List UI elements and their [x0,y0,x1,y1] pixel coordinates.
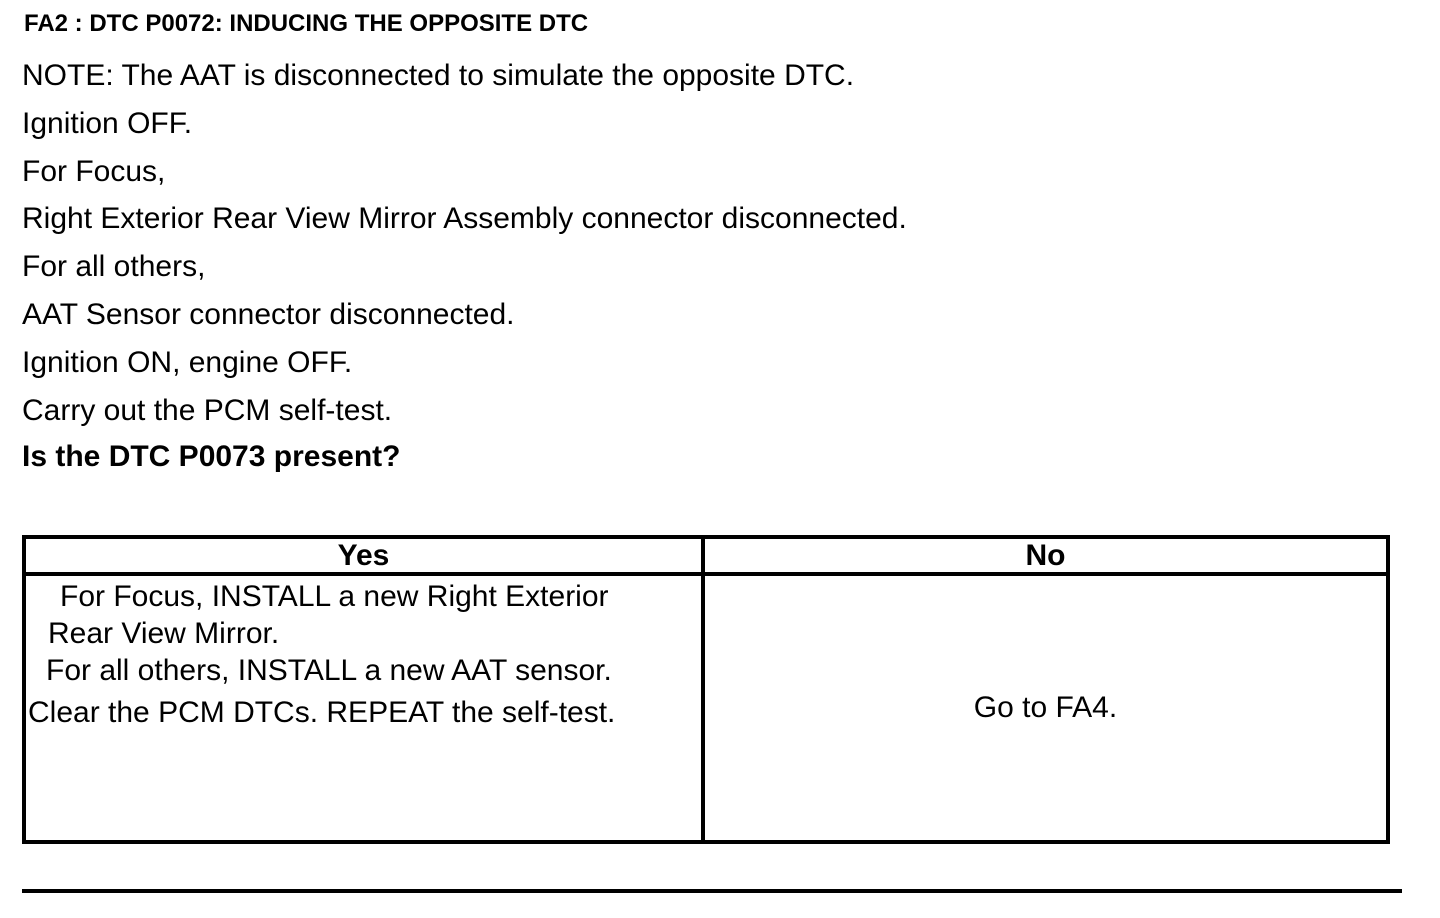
yes-action-line: For all others, INSTALL a new AAT sensor. [46,654,612,687]
no-action-cell [705,576,1386,840]
no-column-header: No [705,539,1386,576]
page-title: FA2 : DTC P0072: INDUCING THE OPPOSITE DTC [24,10,589,37]
yes-action-line: For Focus, INSTALL a new Right Exterior [60,580,609,613]
test-question: Is the DTC P0073 present? [22,440,401,473]
yes-column-header: Yes [26,539,705,576]
step-item: For Focus, [22,154,166,188]
step-item: For all others, [22,250,206,284]
step-item: AAT Sensor connector disconnected. [22,297,515,331]
step-item: Ignition OFF. [22,106,193,140]
yes-action-cell [26,576,705,840]
step-item: Ignition ON, engine OFF. [22,345,353,379]
yes-action-line: Clear the PCM DTCs. REPEAT the self-test. [28,696,616,729]
step-item: Carry out the PCM self-test. [22,393,393,427]
step-note: NOTE: The AAT is disconnected to simulate the opposite DTC. [22,59,855,92]
bottom-divider [22,889,1402,893]
yes-action-line: Rear View Mirror. [48,617,280,650]
step-item: Right Exterior Rear View Mirror Assembly connector disconnected. [22,202,907,236]
no-action-text: Go to FA4. [973,691,1118,724]
procedure-steps [22,56,907,438]
result-table [22,535,1390,844]
